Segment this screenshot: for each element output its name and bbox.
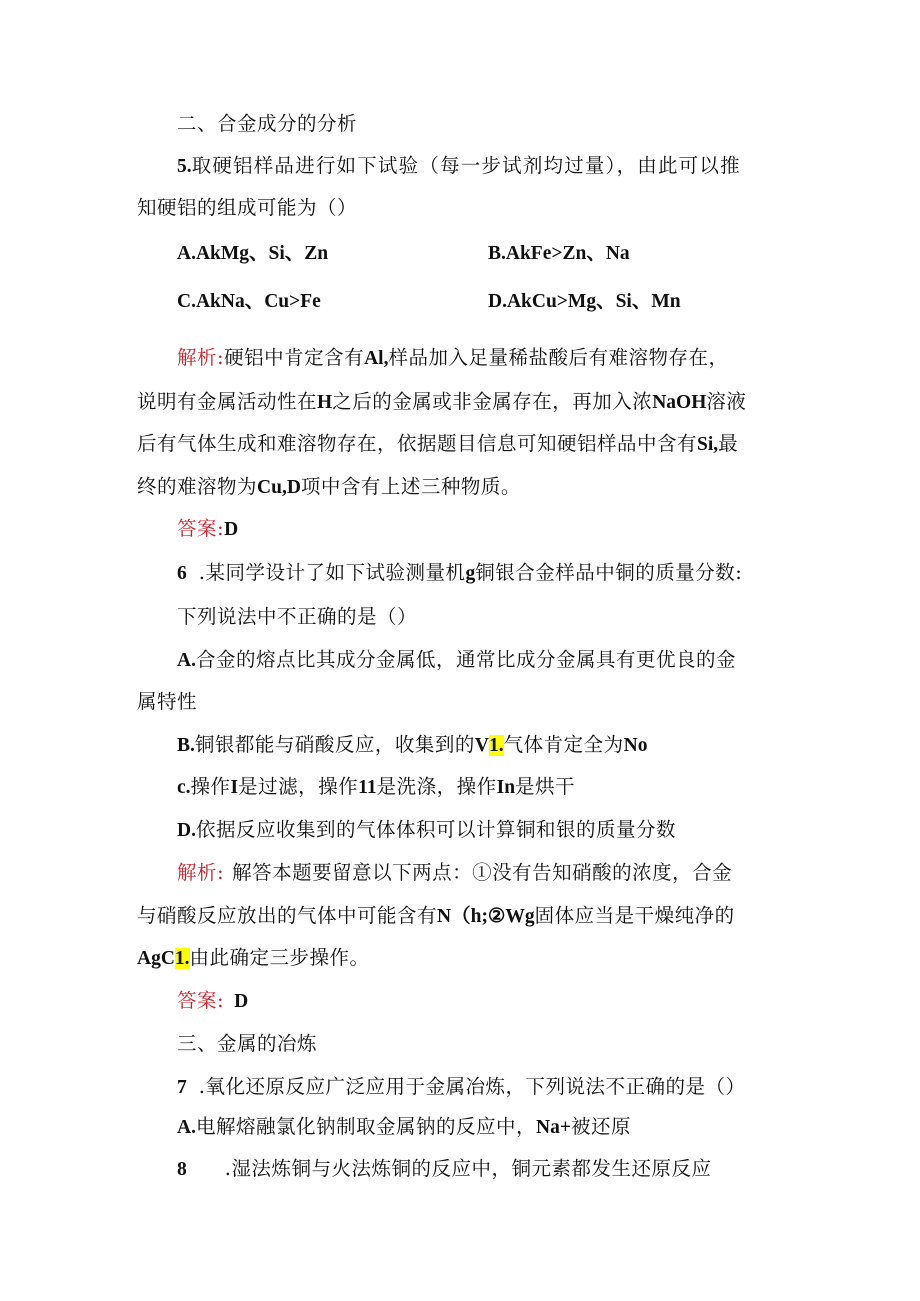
option-label: A. [177,650,196,671]
text: 样品加入足量稀盐酸后有难溶物存在， [388,346,729,369]
text: 固体应当是干燥纯净的 [534,904,735,927]
question-7-line-1 [177,1074,745,1101]
analysis-6-line-3 [137,945,370,972]
text: 由此确定三步操作。 [189,946,370,969]
text: 最 [718,432,739,455]
text: AgC [137,948,175,969]
text: No [623,735,648,756]
answer-value: D [234,991,249,1012]
option-c: C.AkNa、Cu>Fe [177,291,321,312]
text: 后有气体生成和难溶物存在，依据题目信息可知硬铝样品中含有 [137,432,698,455]
option-7a [177,1114,631,1141]
option-6d [177,817,676,844]
option-6a-line-2: 属特性 [137,690,198,713]
question-number: 8 [177,1159,187,1180]
text: 解答本题要留意以下两点：①没有告知硝酸的浓度，合金 [232,861,733,884]
answer-label: 答案: [177,517,225,540]
analysis-label: 解析: [177,346,225,369]
highlighted-text: 1. [174,948,190,969]
text: 之后的金属或非金属存在，再加入浓 [332,390,653,413]
text: 电解熔融氯化钠制取金属钠的反应中， [195,1115,536,1138]
section-3-title: 三、金属的冶炼 [177,1032,318,1055]
answer-value: D [224,519,239,540]
question-6-line-2: 下列说法中不正确的是（） [177,605,418,628]
option-label: c. [177,777,191,798]
text: 说明有金属活动性在 [137,390,318,413]
text: 气体肯定全为 [503,733,624,756]
analysis-5-line-3 [137,431,738,458]
text: 合金的熔点比其成分金属低，通常比成分金属具有更优良的金 [195,648,736,671]
question-8-line-1 [177,1156,711,1183]
text: 溶液 [706,390,747,413]
text: 依据反应收集到的气体体积可以计算铜和银的质量分数 [195,818,676,841]
question-6-line-1 [177,560,742,587]
analysis-6-line-1 [177,860,732,886]
text: Al, [364,348,389,369]
text: .氧化还原反应广泛应用于金属冶炼，下列说法不正确的是（） [198,1075,746,1098]
option-b: B.AkFe>Zn、Na [488,243,630,264]
answer-label: 答案: [177,989,225,1012]
text: Na+ [535,1117,571,1138]
question-text: 取硬铝样品进行如下试验（每一步试剂均过量），由此可以推 [191,154,741,177]
section-2-title: 二、合金成分的分析 [177,112,358,135]
option-6a-line-1 [177,647,736,674]
analysis-5-line-4 [137,474,521,501]
text: I [230,777,239,798]
option-label: B. [177,735,195,756]
answer-5 [177,516,238,543]
question-5-line-2: 知硬铝的组成可能为（） [137,196,358,219]
text: 铜银合金样品中铜的质量分数: [475,561,743,584]
text: In [496,777,516,798]
text: N（h;②Wg [437,906,535,927]
text: 是烘干 [515,775,576,798]
option-label: D. [177,820,196,841]
question-5-line-1 [177,153,741,180]
text: .湿法炼铜与火法炼铜的反应中，铜元素都发生还原反应 [224,1157,712,1180]
option-6c [177,774,575,801]
answer-6 [177,988,248,1015]
option-label: A. [177,1117,196,1138]
text: 11 [358,777,377,798]
question-number: 7 [177,1077,187,1098]
analysis-label: 解析: [177,861,225,884]
option-d: D.AkCu>Mg、Si、Mn [488,291,681,312]
text: 终的难溶物为 [137,475,258,498]
question-number: 6 [177,563,187,584]
text: 被还原 [570,1115,631,1138]
text: Cu,D [257,477,301,498]
text: 铜银都能与硝酸反应，收集到的 [194,733,475,756]
text: Si, [697,434,719,455]
text: NaOH [652,392,707,413]
text: V [474,735,489,756]
text: 是过滤，操作 [238,775,359,798]
text: .某同学设计了如下试验测量机 [198,561,466,584]
text: 与硝酸反应放出的气体中可能含有 [137,904,438,927]
analysis-5-line-1 [177,345,728,372]
analysis-5-line-2 [137,389,746,416]
text: 是洗涤，操作 [376,775,497,798]
question-number: 5. [177,156,192,177]
text: H [317,392,333,413]
text: 操作 [190,775,231,798]
text: 硬铝中肯定含有 [224,346,365,369]
option-a: A.AkMg、Si、Zn [177,243,329,264]
highlighted-text: 1. [489,735,504,756]
analysis-6-line-2 [137,903,735,930]
text: g [465,563,476,584]
text: 项中含有上述三种物质。 [300,475,521,498]
option-6b [177,732,647,759]
